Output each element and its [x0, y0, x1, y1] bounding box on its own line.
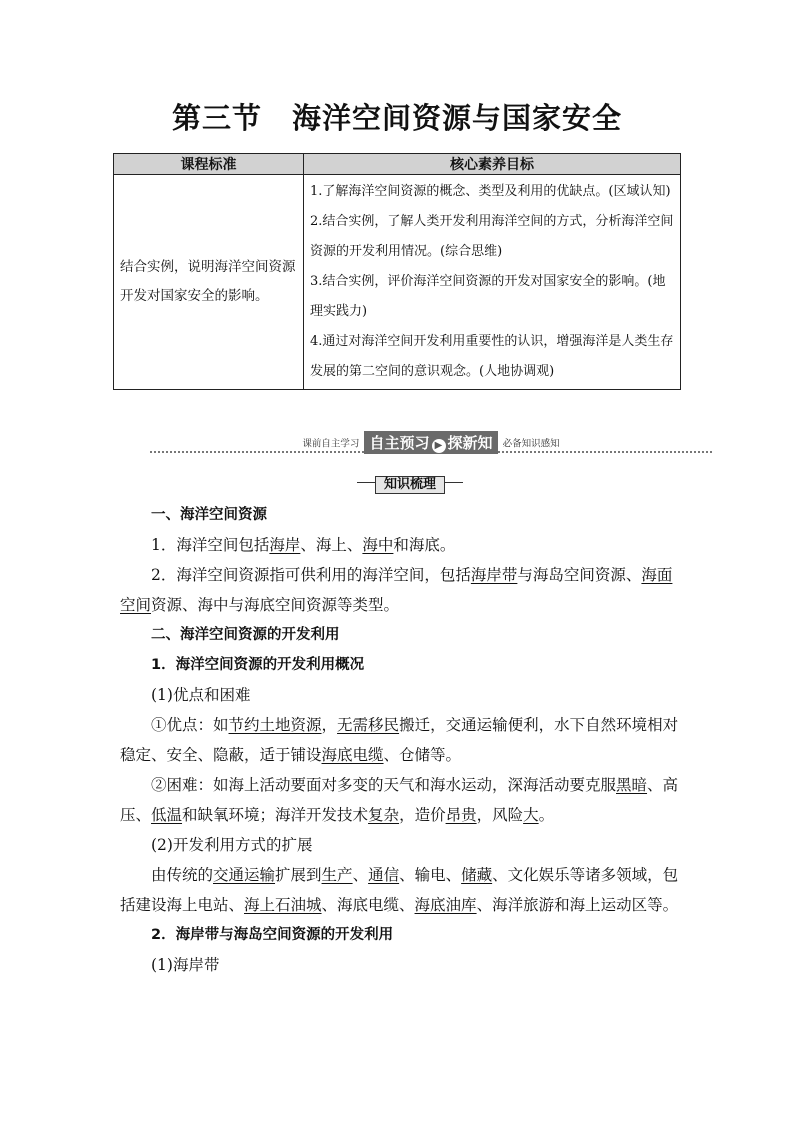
subsection-label: (1)优点和困难 — [151, 686, 251, 704]
subsection-label: (2)开发利用方式的扩展 — [151, 836, 313, 854]
section-heading: 一、海洋空间资源 — [151, 507, 267, 523]
curriculum-standard-cell: 结合实例，说明海洋空间资源开发对国家安全的影响。 — [114, 175, 304, 390]
banner-main-title: 自主预习 ▶ 探新知 — [364, 431, 497, 454]
curriculum-table — [113, 153, 681, 390]
paragraph: 2．海洋空间资源指可供利用的海洋空间，包括海岸带与海岛空间资源、海面空间资源、海中与海底空间资源等类型。 — [120, 566, 673, 614]
section-banner — [150, 431, 712, 455]
knowledge-tag: 知识梳理 — [357, 473, 463, 491]
banner-left-text: 课前自主学习 — [302, 438, 360, 450]
section-heading: 二、海洋空间资源的开发利用 — [151, 627, 340, 643]
goal-item: 1.了解海洋空间资源的概念、类型及利用的优缺点。(区域认知) — [310, 184, 671, 199]
goal-item: 2.结合实例，了解人类开发利用海洋空间的方式，分析海洋空间资源的开发利用情况。(综合思维) — [310, 214, 674, 259]
subsection-heading: 1．海洋空间资源的开发利用概况 — [151, 657, 365, 673]
table-header-standard: 课程标准 — [114, 154, 304, 175]
main-content — [120, 500, 680, 980]
paragraph: 1．海洋空间包括海岸、海上、海中和海底。 — [151, 536, 456, 554]
paragraph: ①优点：如节约土地资源，无需移民搬迁，交通运输便利，水下自然环境相对稳定、安全、隐蔽，适于铺设海底电缆、仓储等。 — [120, 716, 679, 764]
goal-item: 4.通过对海洋空间开发利用重要性的认识，增强海洋是人类生存发展的第二空间的意识观念。(人地协调观) — [310, 334, 674, 379]
paragraph: ②困难：如海上活动要面对多变的天气和海水运动，深海活动要克服黑暗、高压、低温和缺氧环境；海洋开发技术复杂，造价昂贵，风险大。 — [120, 776, 679, 824]
core-goals-cell — [304, 175, 681, 390]
subsection-label: (1)海岸带 — [151, 956, 220, 974]
subsection-heading: 2．海岸带与海岛空间资源的开发利用 — [151, 927, 394, 943]
goal-item: 3.结合实例，评价海洋空间资源的开发对国家安全的影响。(地理实践力) — [310, 274, 666, 319]
arrow-icon: ▶ — [432, 439, 446, 453]
banner-right-text: 必备知识感知 — [502, 438, 560, 450]
page-title: 第三节 海洋空间资源与国家安全 — [171, 101, 623, 135]
paragraph: 由传统的交通运输扩展到生产、通信、输电、储藏、文化娱乐等诸多领域，包括建设海上电站、海上石油城、海底电缆、海底油库、海洋旅游和海上运动区等。 — [120, 866, 679, 914]
table-header-goals: 核心素养目标 — [304, 154, 681, 175]
